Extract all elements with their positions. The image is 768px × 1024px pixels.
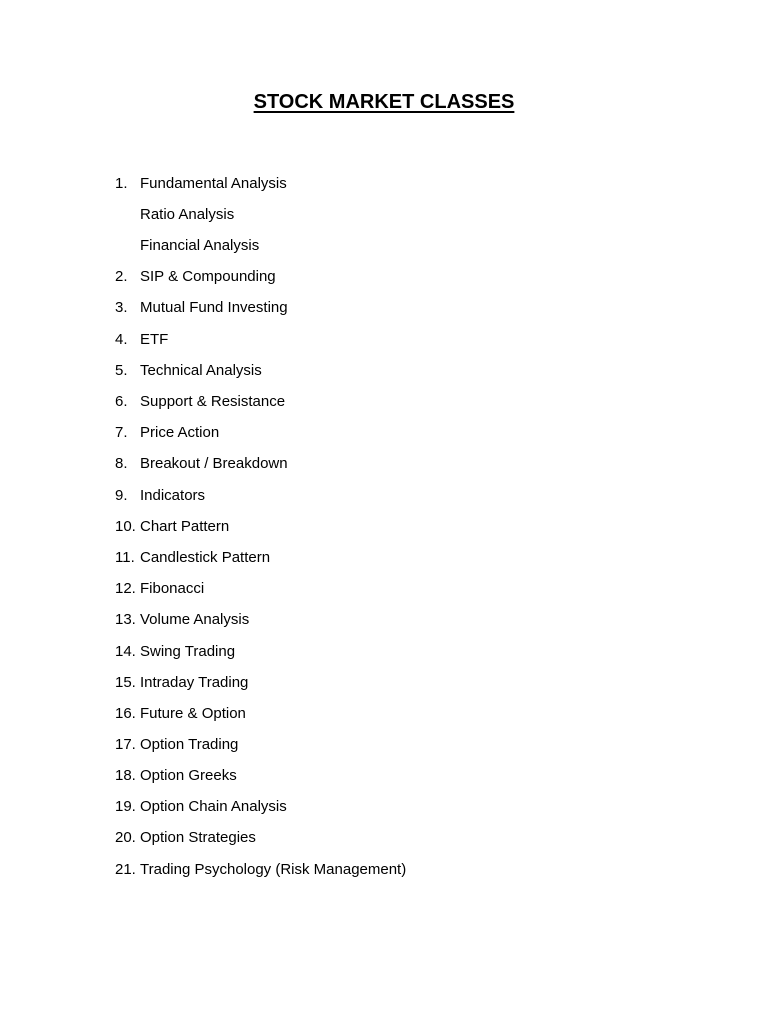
list-item [0, 422, 700, 444]
list-item-number: 2. [115, 268, 128, 285]
list-item [0, 609, 700, 631]
list-item-number: 20. [115, 829, 136, 846]
list-item [0, 578, 700, 600]
page-title [0, 89, 768, 115]
list-item-text: Candlestick Pattern [140, 549, 271, 566]
list-item-number: 3. [115, 299, 128, 316]
list-item-number: 14. [115, 643, 136, 660]
page-title-text: STOCK MARKET CLASSES [253, 91, 515, 113]
list-item [0, 827, 700, 849]
list-item [0, 796, 700, 818]
list-item-text: Intraday Trading [140, 674, 249, 691]
list-item-number: 5. [115, 362, 128, 379]
list-item [0, 266, 700, 288]
list-item-text: Price Action [140, 424, 220, 441]
list-item-number: 15. [115, 674, 136, 691]
list-item-number: 12. [115, 580, 136, 597]
list-item [0, 391, 700, 413]
list-item-text: Fundamental Analysis [140, 175, 287, 192]
list-item [0, 235, 700, 257]
list-item [0, 297, 700, 319]
list-item-text: Support & Resistance [140, 393, 286, 410]
list-item [0, 204, 700, 226]
list-item-text: Financial Analysis [140, 237, 260, 254]
list-item [0, 329, 700, 351]
list-item [0, 734, 700, 756]
list-item-number: 9. [115, 487, 128, 504]
list-item-text: Swing Trading [140, 643, 236, 660]
list-item-number: 7. [115, 424, 128, 441]
list-item [0, 703, 700, 725]
list-item-number: 4. [115, 331, 128, 348]
list-item-number: 17. [115, 736, 136, 753]
list-item [0, 453, 700, 475]
list-item [0, 859, 700, 881]
list-item-text: Option Strategies [140, 829, 256, 846]
list-item-text: Trading Psychology (Risk Management) [140, 861, 407, 878]
list-item-number: 8. [115, 455, 128, 472]
list-item-text: Fibonacci [140, 580, 205, 597]
list-item-number: 21. [115, 861, 136, 878]
list-item-number: 6. [115, 393, 128, 410]
list-item [0, 485, 700, 507]
list-item-number: 11. [115, 549, 135, 566]
list-item-text: Option Trading [140, 736, 239, 753]
list-item-text: Indicators [140, 487, 206, 504]
list-item [0, 547, 700, 569]
list-item-text: Chart Pattern [140, 518, 230, 535]
list-item-text: Breakout / Breakdown [140, 455, 288, 472]
list-item-text: Technical Analysis [140, 362, 262, 379]
list-item [0, 173, 700, 195]
list-item [0, 516, 700, 538]
list-item-number: 13. [115, 611, 136, 628]
list-item-number: 1. [115, 175, 128, 192]
list-item-text: Future & Option [140, 705, 246, 722]
list-item [0, 765, 700, 787]
list-item [0, 672, 700, 694]
list-item-number: 16. [115, 705, 136, 722]
list-item-text: SIP & Compounding [140, 268, 276, 285]
list-item-number: 19. [115, 798, 136, 815]
list-item-text: Mutual Fund Investing [140, 299, 288, 316]
list-item-text: ETF [140, 331, 169, 348]
list-item [0, 360, 700, 382]
list-item [0, 641, 700, 663]
list-item-text: Option Chain Analysis [140, 798, 287, 815]
list-item-text: Option Greeks [140, 767, 237, 784]
list-item-number: 18. [115, 767, 136, 784]
list-item-text: Ratio Analysis [140, 206, 235, 223]
list-item-number: 10. [115, 518, 136, 535]
list-item-text: Volume Analysis [140, 611, 250, 628]
